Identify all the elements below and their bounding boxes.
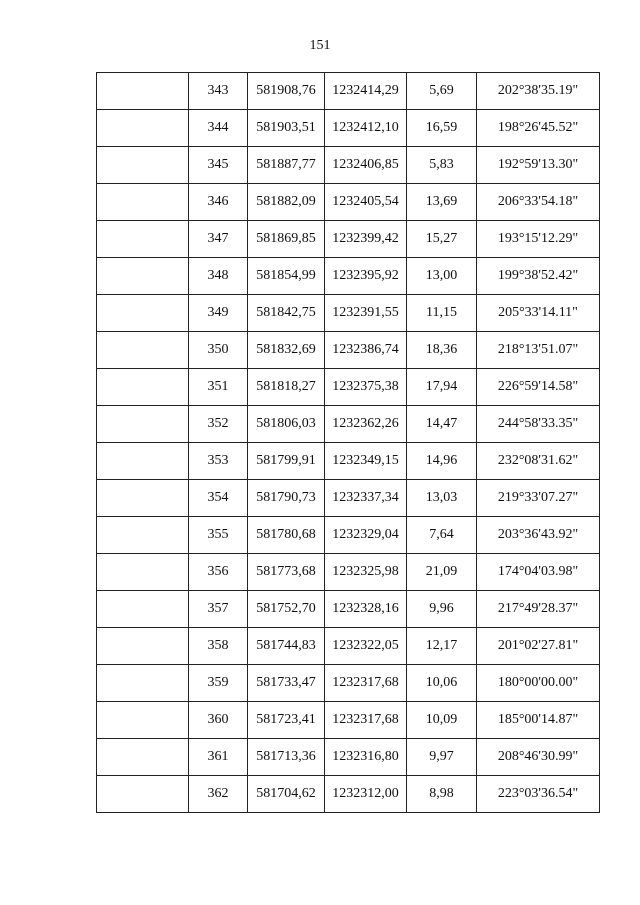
table-row [97,554,600,591]
y-coordinate-cell: 1232325,98 [325,554,407,591]
point-number-cell: 343 [189,73,248,110]
table-row [97,221,600,258]
direction-angle-cell: 244°58'33.35" [477,406,600,443]
empty-cell [97,147,189,184]
direction-angle-cell: 205°33'14.11" [477,295,600,332]
table-row [97,702,600,739]
distance-cell: 7,64 [407,517,477,554]
point-number-cell: 359 [189,665,248,702]
distance-cell: 10,06 [407,665,477,702]
y-coordinate-cell: 1232322,05 [325,628,407,665]
direction-angle-cell: 208°46'30.99" [477,739,600,776]
empty-cell [97,184,189,221]
distance-cell: 8,98 [407,776,477,813]
x-coordinate-cell: 581799,91 [248,443,325,480]
table-row [97,406,600,443]
empty-cell [97,443,189,480]
distance-cell: 16,59 [407,110,477,147]
y-coordinate-cell: 1232317,68 [325,665,407,702]
direction-angle-cell: 198°26'45.52" [477,110,600,147]
distance-cell: 13,00 [407,258,477,295]
table-row [97,776,600,813]
point-number-cell: 352 [189,406,248,443]
y-coordinate-cell: 1232312,00 [325,776,407,813]
direction-angle-cell: 223°03'36.54" [477,776,600,813]
distance-cell: 5,83 [407,147,477,184]
distance-cell: 17,94 [407,369,477,406]
point-number-cell: 346 [189,184,248,221]
x-coordinate-cell: 581744,83 [248,628,325,665]
direction-angle-cell: 180°00'00.00" [477,665,600,702]
empty-cell [97,739,189,776]
table-row [97,443,600,480]
x-coordinate-cell: 581854,99 [248,258,325,295]
empty-cell [97,221,189,258]
y-coordinate-cell: 1232328,16 [325,591,407,628]
x-coordinate-cell: 581887,77 [248,147,325,184]
direction-angle-cell: 203°36'43.92" [477,517,600,554]
distance-cell: 11,15 [407,295,477,332]
x-coordinate-cell: 581733,47 [248,665,325,702]
empty-cell [97,480,189,517]
x-coordinate-cell: 581908,76 [248,73,325,110]
x-coordinate-cell: 581882,09 [248,184,325,221]
page-number: 151 [309,38,331,53]
point-number-cell: 356 [189,554,248,591]
y-coordinate-cell: 1232395,92 [325,258,407,295]
empty-cell [97,517,189,554]
direction-angle-cell: 193°15'12.29" [477,221,600,258]
table-row [97,628,600,665]
point-number-cell: 348 [189,258,248,295]
table-row [97,480,600,517]
x-coordinate-cell: 581818,27 [248,369,325,406]
empty-cell [97,332,189,369]
y-coordinate-cell: 1232412,10 [325,110,407,147]
distance-cell: 14,47 [407,406,477,443]
table-row [97,184,600,221]
y-coordinate-cell: 1232386,74 [325,332,407,369]
table-row [97,517,600,554]
x-coordinate-cell: 581790,73 [248,480,325,517]
y-coordinate-cell: 1232329,04 [325,517,407,554]
table-row [97,73,600,110]
x-coordinate-cell: 581723,41 [248,702,325,739]
distance-cell: 9,96 [407,591,477,628]
distance-cell: 18,36 [407,332,477,369]
y-coordinate-cell: 1232405,54 [325,184,407,221]
distance-cell: 21,09 [407,554,477,591]
empty-cell [97,665,189,702]
table-row [97,295,600,332]
table-row [97,258,600,295]
x-coordinate-cell: 581832,69 [248,332,325,369]
distance-cell: 13,03 [407,480,477,517]
x-coordinate-cell: 581806,03 [248,406,325,443]
point-number-cell: 344 [189,110,248,147]
distance-cell: 12,17 [407,628,477,665]
direction-angle-cell: 201°02'27.81" [477,628,600,665]
y-coordinate-cell: 1232317,68 [325,702,407,739]
table-row [97,110,600,147]
y-coordinate-cell: 1232391,55 [325,295,407,332]
coordinates-table [96,72,600,813]
empty-cell [97,591,189,628]
distance-cell: 15,27 [407,221,477,258]
distance-cell: 5,69 [407,73,477,110]
point-number-cell: 351 [189,369,248,406]
empty-cell [97,628,189,665]
y-coordinate-cell: 1232414,29 [325,73,407,110]
point-number-cell: 362 [189,776,248,813]
table-row [97,369,600,406]
x-coordinate-cell: 581842,75 [248,295,325,332]
direction-angle-cell: 219°33'07.27" [477,480,600,517]
empty-cell [97,776,189,813]
point-number-cell: 345 [189,147,248,184]
direction-angle-cell: 226°59'14.58" [477,369,600,406]
direction-angle-cell: 232°08'31.62" [477,443,600,480]
direction-angle-cell: 206°33'54.18" [477,184,600,221]
direction-angle-cell: 218°13'51.07" [477,332,600,369]
y-coordinate-cell: 1232337,34 [325,480,407,517]
y-coordinate-cell: 1232375,38 [325,369,407,406]
point-number-cell: 347 [189,221,248,258]
empty-cell [97,110,189,147]
y-coordinate-cell: 1232316,80 [325,739,407,776]
empty-cell [97,406,189,443]
direction-angle-cell: 192°59'13.30" [477,147,600,184]
empty-cell [97,295,189,332]
y-coordinate-cell: 1232362,26 [325,406,407,443]
point-number-cell: 361 [189,739,248,776]
x-coordinate-cell: 581869,85 [248,221,325,258]
table-row [97,591,600,628]
point-number-cell: 354 [189,480,248,517]
x-coordinate-cell: 581704,62 [248,776,325,813]
x-coordinate-cell: 581713,36 [248,739,325,776]
empty-cell [97,554,189,591]
direction-angle-cell: 174°04'03.98" [477,554,600,591]
empty-cell [97,702,189,739]
direction-angle-cell: 202°38'35.19" [477,73,600,110]
point-number-cell: 358 [189,628,248,665]
y-coordinate-cell: 1232349,15 [325,443,407,480]
x-coordinate-cell: 581773,68 [248,554,325,591]
table-row [97,665,600,702]
x-coordinate-cell: 581903,51 [248,110,325,147]
point-number-cell: 353 [189,443,248,480]
distance-cell: 13,69 [407,184,477,221]
direction-angle-cell: 199°38'52.42" [477,258,600,295]
empty-cell [97,258,189,295]
coordinates-table-body [97,73,600,813]
distance-cell: 10,09 [407,702,477,739]
direction-angle-cell: 185°00'14.87" [477,702,600,739]
table-row [97,332,600,369]
empty-cell [97,73,189,110]
x-coordinate-cell: 581780,68 [248,517,325,554]
point-number-cell: 349 [189,295,248,332]
point-number-cell: 355 [189,517,248,554]
direction-angle-cell: 217°49'28.37" [477,591,600,628]
point-number-cell: 360 [189,702,248,739]
table-row [97,147,600,184]
point-number-cell: 350 [189,332,248,369]
distance-cell: 14,96 [407,443,477,480]
x-coordinate-cell: 581752,70 [248,591,325,628]
point-number-cell: 357 [189,591,248,628]
y-coordinate-cell: 1232399,42 [325,221,407,258]
empty-cell [97,369,189,406]
table-row [97,739,600,776]
distance-cell: 9,97 [407,739,477,776]
y-coordinate-cell: 1232406,85 [325,147,407,184]
